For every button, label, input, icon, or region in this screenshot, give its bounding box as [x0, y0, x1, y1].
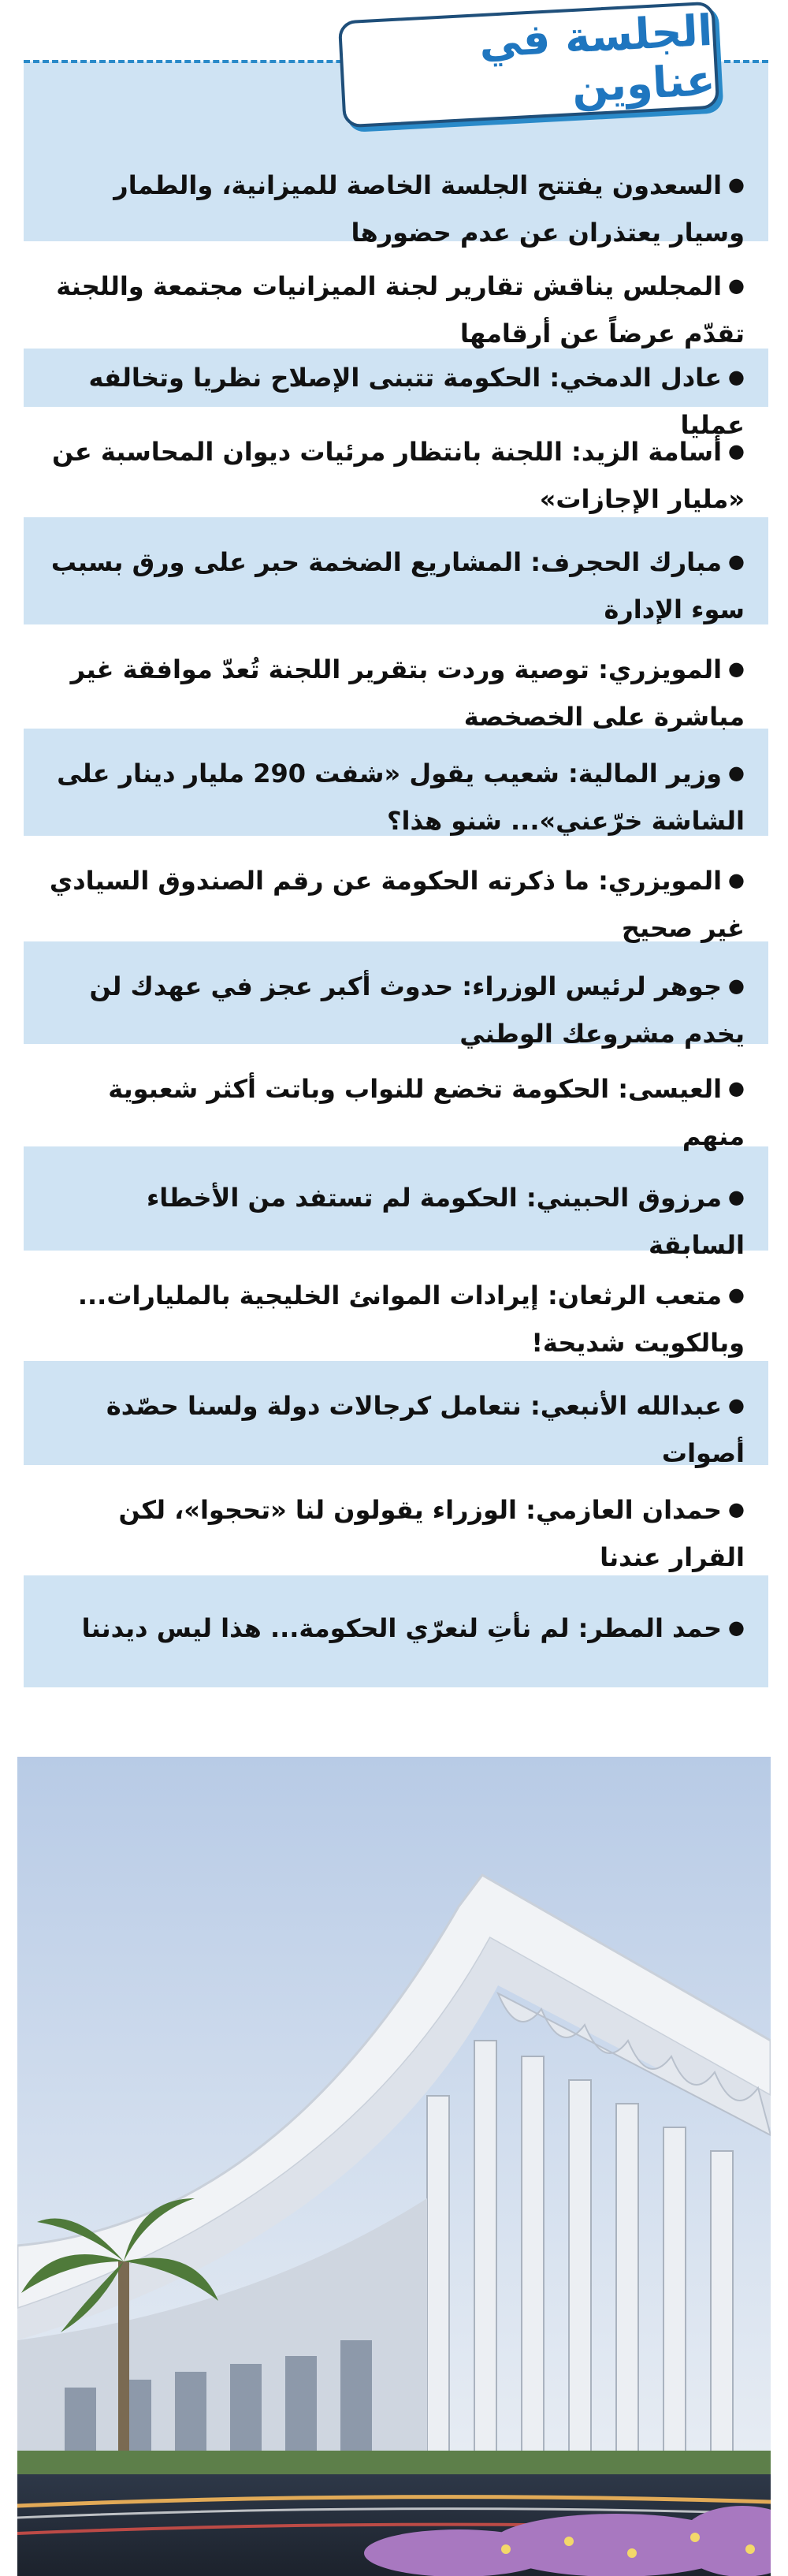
- bullet-icon: ●: [728, 1186, 745, 1208]
- bullet-icon: ●: [728, 1284, 745, 1306]
- bullet-icon: ●: [728, 550, 745, 572]
- headline-item: ●عبدالله الأنبعي: نتعامل كرجالات دولة ولسنا حصّدة أصوات: [24, 1361, 768, 1465]
- bullet-icon: ●: [728, 1394, 745, 1416]
- headline-item: ●مبارك الحجرف: المشاريع الضخمة حبر على ورق بسبب سوء الإدارة: [24, 517, 768, 624]
- bullet-icon: ●: [728, 274, 745, 296]
- headline-item: ●حمدان العازمي: الوزراء يقولون لنا «تحجوا»، لكن القرار عندنا: [118, 1495, 745, 1572]
- headline-item: ●المجلس يناقش تقارير لجنة الميزانيات مجتمعة واللجنة تقدّم عرضاً عن أرقامها: [56, 271, 745, 349]
- bullet-icon: ●: [728, 173, 745, 196]
- bullet-icon: ●: [728, 869, 745, 891]
- headline-item: ●حمد المطر: لم نأتِ لنعرّي الحكومة... هذا ليس ديدننا: [24, 1575, 768, 1687]
- parliament-building-photo: [17, 1757, 771, 2576]
- headlines-list: [24, 140, 768, 1687]
- section-title-tag: [338, 2, 719, 129]
- bullet-icon: ●: [728, 366, 745, 388]
- bullet-icon: ●: [728, 1498, 745, 1520]
- headline-item: ●المويزري: توصية وردت بتقرير اللجنة تُعدّ موافقة غير مباشرة على الخصخصة: [70, 654, 745, 732]
- headline-item: ●أسامة الزيد: اللجنة بانتظار مرئيات ديوان المحاسبة عن «مليار الإجازات»: [52, 437, 745, 514]
- headline-item: ●متعب الرثعان: إيرادات الموانئ الخليجية بالمليارات... وبالكويت شديحة!: [77, 1281, 745, 1358]
- parliament-building-illustration: [17, 1757, 771, 2576]
- headline-item: ●مرزوق الحبيني: الحكومة لم تستفد من الأخطاء السابقة: [24, 1146, 768, 1251]
- bullet-icon: ●: [728, 1077, 745, 1099]
- section-title: الجلسة في عناوين: [478, 5, 716, 113]
- headline-item: ●عادل الدمخي: الحكومة تتبنى الإصلاح نظريا وتخالفه عمليا: [24, 349, 768, 407]
- headline-item: ●جوهر لرئيس الوزراء: حدوث أكبر عجز في عهدك لن يخدم مشروعك الوطني: [24, 941, 768, 1044]
- bullet-icon: ●: [728, 440, 745, 462]
- bullet-icon: ●: [728, 762, 745, 784]
- headline-item: ●المويزري: ما ذكرته الحكومة عن رقم الصندوق السيادي غير صحيح: [49, 866, 745, 943]
- headline-item: ●العيسى: الحكومة تخضع للنواب وباتت أكثر شعبوية منهم: [108, 1074, 745, 1151]
- headline-item: ●السعدون يفتتح الجلسة الخاصة للميزانية، والطمار وسيار يعتذران عن عدم حضورها: [24, 140, 768, 241]
- bullet-icon: ●: [728, 658, 745, 680]
- headline-item: ●وزير المالية: شعيب يقول «شفت 290 مليار دينار على الشاشة خرّعني»... شنو هذا؟: [24, 729, 768, 836]
- bullet-icon: ●: [728, 1616, 745, 1638]
- bullet-icon: ●: [728, 975, 745, 997]
